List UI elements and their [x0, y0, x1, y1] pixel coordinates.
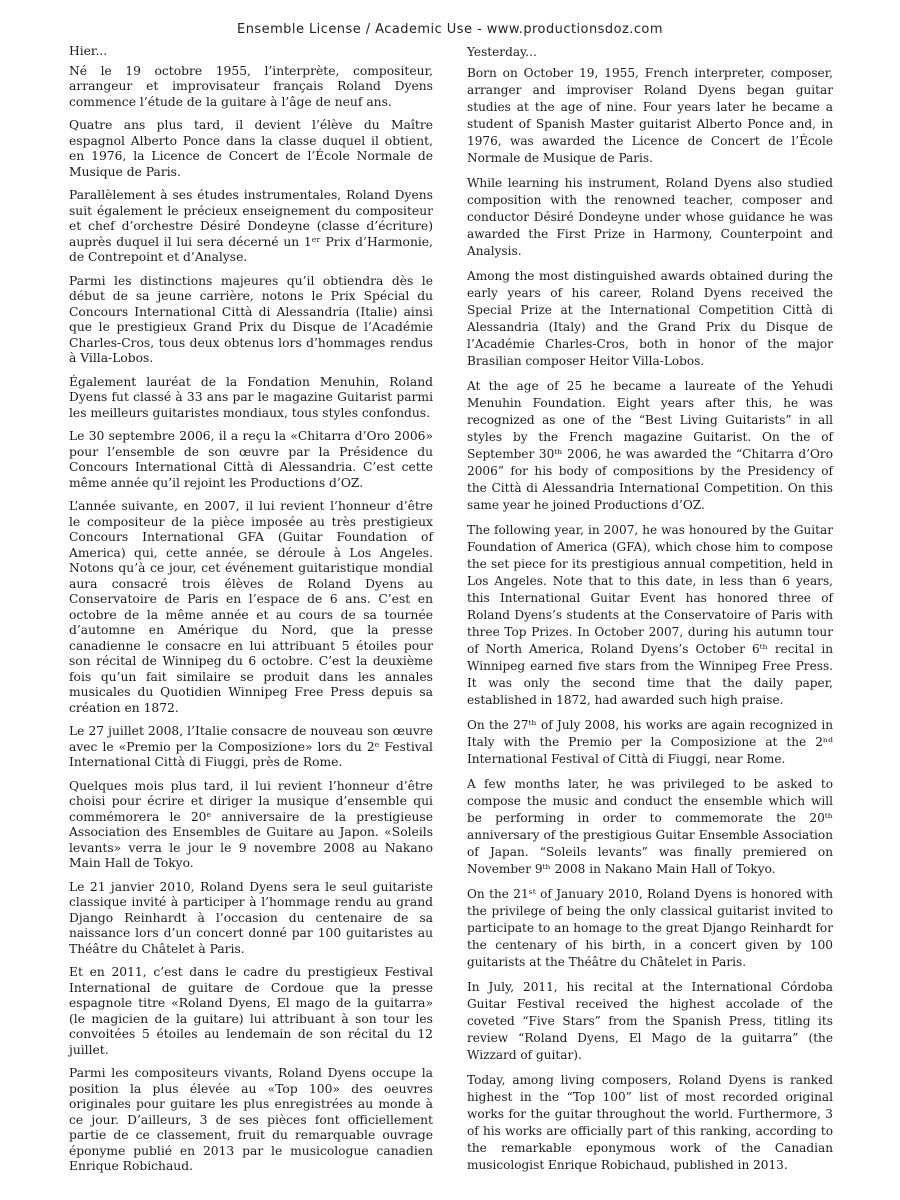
english-paragraph: Among the most distinguished awards obtained during the early years of his career, Roland Dyens received the Special Prize at the International Competition Città di Alessandria (Italy) and the Grand Prix du Disque de l’Académie Charles-Cros, both in honor of the major Brasilian composer Heitor Villa-Lobos.: [467, 269, 833, 368]
french-paragraph: Né le 19 octobre 1955, l’interprète, compositeur, arrangeur et improvisateur français Roland Dyens commence l’étude de la guitare à l’âge de neuf ans.: [69, 63, 433, 109]
french-column: [69, 44, 433, 1183]
french-paragraph: Quatre ans plus tard, il devient l’élève du Maître espagnol Alberto Ponce dans la classe duquel il obtient, en 1976, la Licence de Concert de l’École Normale de Musique de Paris.: [69, 118, 433, 179]
french-paragraph: Et en 2011, c’est dans le cadre du prestigieux Festival International de guitare de Cordoue que la presse espagnole titre «Roland Dyens, El mago de la guitarra» (le magicien de la guitare) lui attribuant à son tour les convoitées 5 étoiles au lendemain de son récital du 12 juillet.: [69, 965, 433, 1057]
french-paragraph: Quelques mois plus tard, il lui revient l’honneur d’être choisi pour écrire et diriger la musique d’ensemble qui commémorera le 20ᵉ anniversaire de la prestigieuse Association des Ensembles de Guitare au Japon. «Soleils levants» verra le jour le 9 novembre 2008 au Nakano Main Hall de Tokyo.: [69, 778, 433, 870]
french-paragraph: Également lauréat de la Fondation Menuhin, Roland Dyens fut classé à 33 ans par le magazine Guitarist parmi les meilleurs guitaristes mondiaux, tous styles confondus.: [69, 374, 433, 420]
english-paragraph: On the 27ᵗʰ of July 2008, his works are again recognized in Italy with the Premio per la Composizione at the 2ⁿᵈ International Festival of Città di Fiuggi, near Rome.: [467, 718, 833, 766]
french-paragraph: Parmi les distinctions majeures qu’il obtiendra dès le début de sa jeune carrière, notons le Prix Spécial du Concours International Città di Alessandria (Italie) ainsi que le prestigieux Grand Prix du Disque de l’Académie Charles-Cros, tous deux obtenus lors d’hommages rendus à Villa-Lobos.: [69, 273, 433, 365]
french-heading: Hier...: [69, 44, 108, 58]
french-paragraph: Le 21 janvier 2010, Roland Dyens sera le seul guitariste classique invité à participer à l’hommage rendu au grand Django Reinhardt à l’occasion du centenaire de sa naissance lors d’un concert donné par 100 guitaristes au Théâtre du Châtelet à Paris.: [69, 879, 433, 956]
french-paragraph: Le 27 juillet 2008, l’Italie consacre de nouveau son œuvre avec le «Premio per la Composizione» lors du 2ᵉ Festival International Città di Fiuggi, près de Rome.: [69, 724, 433, 769]
french-paragraph: Parallèlement à ses études instrumentales, Roland Dyens suit également le précieux enseignement du compositeur et chef d’orchestre Désiré Dondeyne (classe d’écriture) auprès duquel il lui sera décerné un 1ᵉʳ Prix d’Harmonie, de Contrepoint et d’Analyse.: [69, 188, 433, 264]
english-paragraph: While learning his instrument, Roland Dyens also studied composition with the renowned teacher, composer and conductor Désiré Dondeyne under whose guidance he was awarded the First Prize in Harmony, Counterpoint and Analysis.: [467, 176, 833, 258]
english-heading: Yesterday...: [467, 45, 537, 59]
english-paragraph: Born on October 19, 1955, French interpreter, composer, arranger and improviser Roland Dyens began guitar studies at the age of nine. Four years later he became a student of Spanish Master guitarist Alberto Ponce and, in 1976, was awarded the Licence de Concert de l’École Normale de Musique de Paris.: [467, 66, 833, 165]
english-paragraph: At the age of 25 he became a laureate of the Yehudi Menuhin Foundation. Eight years after this, he was recognized as one of the “Best Living Guitarists” in all styles by the French magazine Guitarist. On the of September 30ᵗʰ 2006, he was awarded the “Chitarra d’Oro 2006” for his body of compositions by the Presidency of the Città di Alessandria International Competition. On this same year he joined Productions d’OZ.: [467, 379, 833, 512]
french-paragraph: L’année suivante, en 2007, il lui revient l’honneur d’être le compositeur de la pièce imposée au très prestigieux Concours International GFA (Guitar Foundation of America) qui, cette année, se déroule à Los Angeles. Notons qu’à ce jour, cet événement guitaristique mondial aura consacré trois élèves de Roland Dyens au Conservatoire de Paris en l’espace de 6 ans. C’est en octobre de la même année et au cours de sa tournée d’automne en Amérique du Nord, que la presse canadienne le consacre en lui attribuant 5 étoiles pour son récital de Winnipeg du 6 octobre. C’est la deuxième fois qu’un fait similaire se produit dans les annales musicales du Quotidien Winnipeg Free Press depuis sa création en 1872.: [69, 499, 433, 715]
english-paragraph: A few months later, he was privileged to be asked to compose the music and conduct the ensemble which will be performing in order to commemorate the 20ᵗʰ anniversary of the prestigious Guitar Ensemble Association of Japan. “Soleils levants” was finally premiered on November 9ᵗʰ 2008 in Nakano Main Hall of Tokyo.: [467, 777, 833, 876]
french-paragraph: Parmi les compositeurs vivants, Roland Dyens occupe la position la plus élevée au «Top 100» des oeuvres originales pour guitare les plus enregistrées au monde à ce jour. D’ailleurs, 3 de ses pièces font officiellement partie de ce classement, fruit du remarquable ouvrage éponyme publié en 2013 par le musicologue canadien Enrique Robichaud.: [69, 1066, 433, 1173]
english-paragraph: The following year, in 2007, he was honoured by the Guitar Foundation of America (GFA), which chose him to compose the set piece for its prestigious annual competition, held in Los Angeles. Note that to this date, in less than 6 years, this International Guitar Event has honored three of Roland Dyens’s students at the Conservatoire of Paris with three Top Prizes. In October 2007, during his autumn tour of North America, Roland Dyens’s October 6ᵗʰ recital in Winnipeg earned five stars from the Winnipeg Free Press. It was only the second time that the daily paper, established in 1872, had awarded such high praise.: [467, 523, 833, 707]
license-banner: Ensemble License / Academic Use - www.productionsdoz.com: [237, 22, 663, 37]
french-paragraph: Le 30 septembre 2006, il a reçu la «Chitarra d’Oro 2006» pour l’ensemble de son œuvre par la Présidence du Concours International Città di Alessandria. C’est cette même année qu’il rejoint les Productions d’OZ.: [69, 429, 433, 490]
english-paragraph: In July, 2011, his recital at the International Córdoba Guitar Festival received the highest accolade of the coveted “Five Stars” from the Spanish Press, titling its review “Roland Dyens, El Mago de la guitarra” (the Wizzard of guitar).: [467, 980, 833, 1062]
english-paragraph: Today, among living composers, Roland Dyens is ranked highest in the “Top 100” list of most recorded original works for the guitar throughout the world. Furthermore, 3 of his works are officially part of this ranking, according to the remarkable eponymous work of the Canadian musicologist Enrique Robichaud, published in 2013.: [467, 1073, 833, 1172]
english-column: [467, 44, 833, 1182]
english-paragraph: On the 21ˢᵗ of January 2010, Roland Dyens is honored with the privilege of being the only classical guitarist invited to participate to an homage to the great Django Reinhardt for the centenary of his birth, in a concert given by 100 guitarists at the Théâtre du Châtelet in Paris.: [467, 887, 833, 969]
